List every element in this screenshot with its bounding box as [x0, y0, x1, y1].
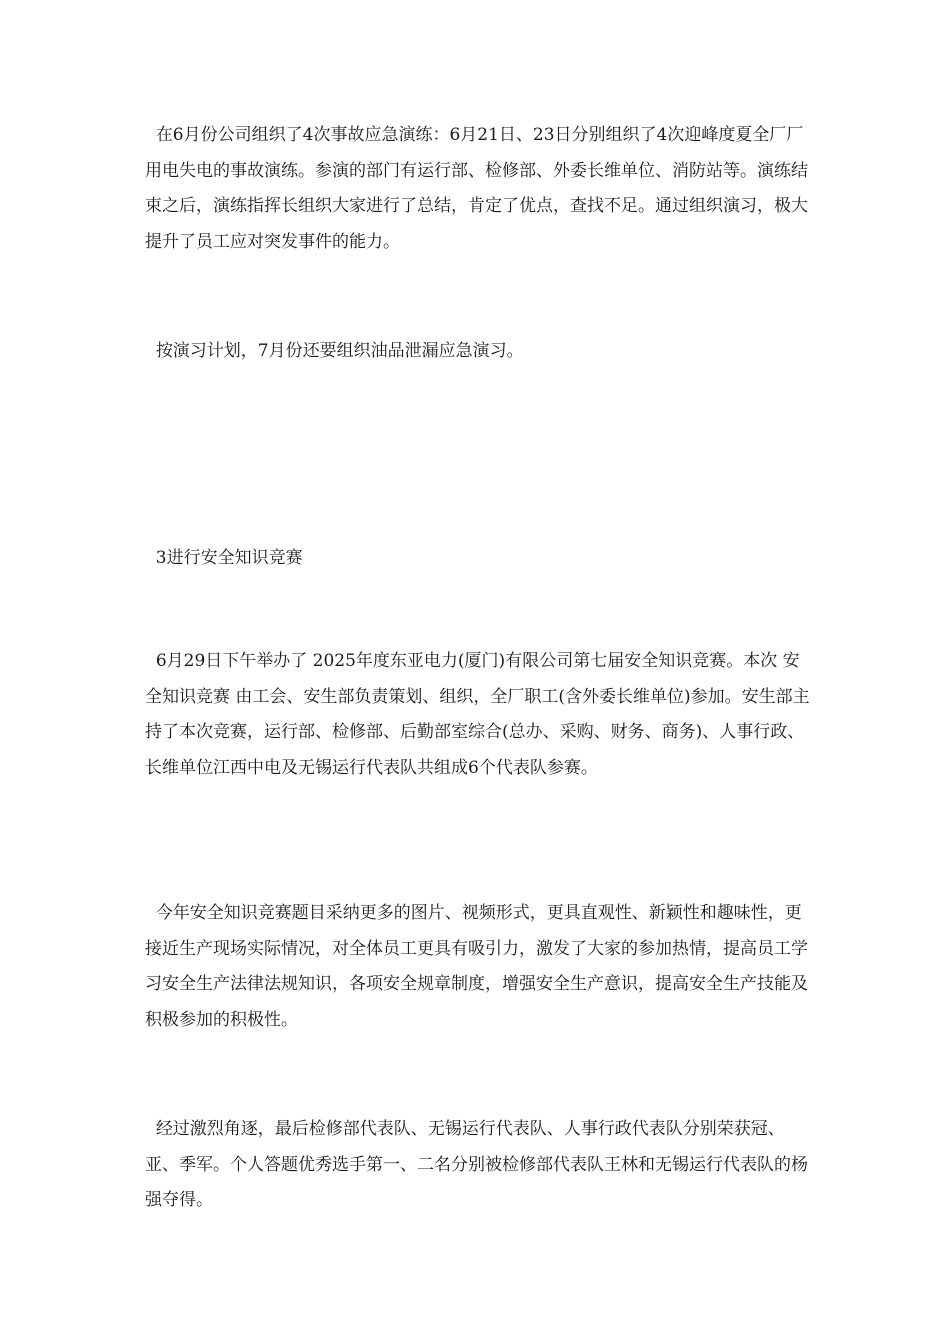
paragraph-contest-results: 经过激烈角逐，最后检修部代表队、无锡运行代表队、人事行政代表队分别荣获冠、亚、季军。个人答题优秀选手第一、二名分别被检修部代表队王林和无锡运行代表队的杨强夺得。: [145, 1119, 808, 1210]
paragraph-contest-format: 今年安全知识竞赛题目采纳更多的图片、视频形式，更具直观性、新颖性和趣味性，更接近生产现场实际情况，对全体员工更具有吸引力，激发了大家的参加热情，提高员工学习安全生产法律法规知识，各项安全规章制度，增强安全生产意识，提高安全生产技能及积极参加的积极性。: [145, 903, 808, 1030]
paragraph-contest-overview: 6月29日下午举办了 2025年度东亚电力(厦门)有限公司第七届安全知识竞赛。本次 安全知识竞赛 由工会、安生部负责策划、组织，全厂职工(含外委长维单位)参加。安生部主持了本次竞赛，运行部、检修部、后勤部室综合(总办、采购、财务、商务)、人事行政、长维单位江西中电及无锡运行代表队共组成6个代表队参赛。: [145, 651, 810, 778]
section-heading-safety-contest: 3进行安全知识竞赛: [145, 548, 303, 568]
paragraph-drill-plan: 按演习计划，7月份还要组织油品泄漏应急演习。: [145, 341, 524, 361]
paragraph-emergency-drills: 在6月份公司组织了4次事故应急演练：6月21日、23日分别组织了4次迎峰度夏全厂厂用电失电的事故演练。参演的部门有运行部、检修部、外委长维单位、消防站等。演练结束之后，演练指挥长组织大家进行了总结，肯定了优点，查找不足。通过组织演习，极大提升了员工应对突发事件的能力。: [145, 125, 808, 252]
